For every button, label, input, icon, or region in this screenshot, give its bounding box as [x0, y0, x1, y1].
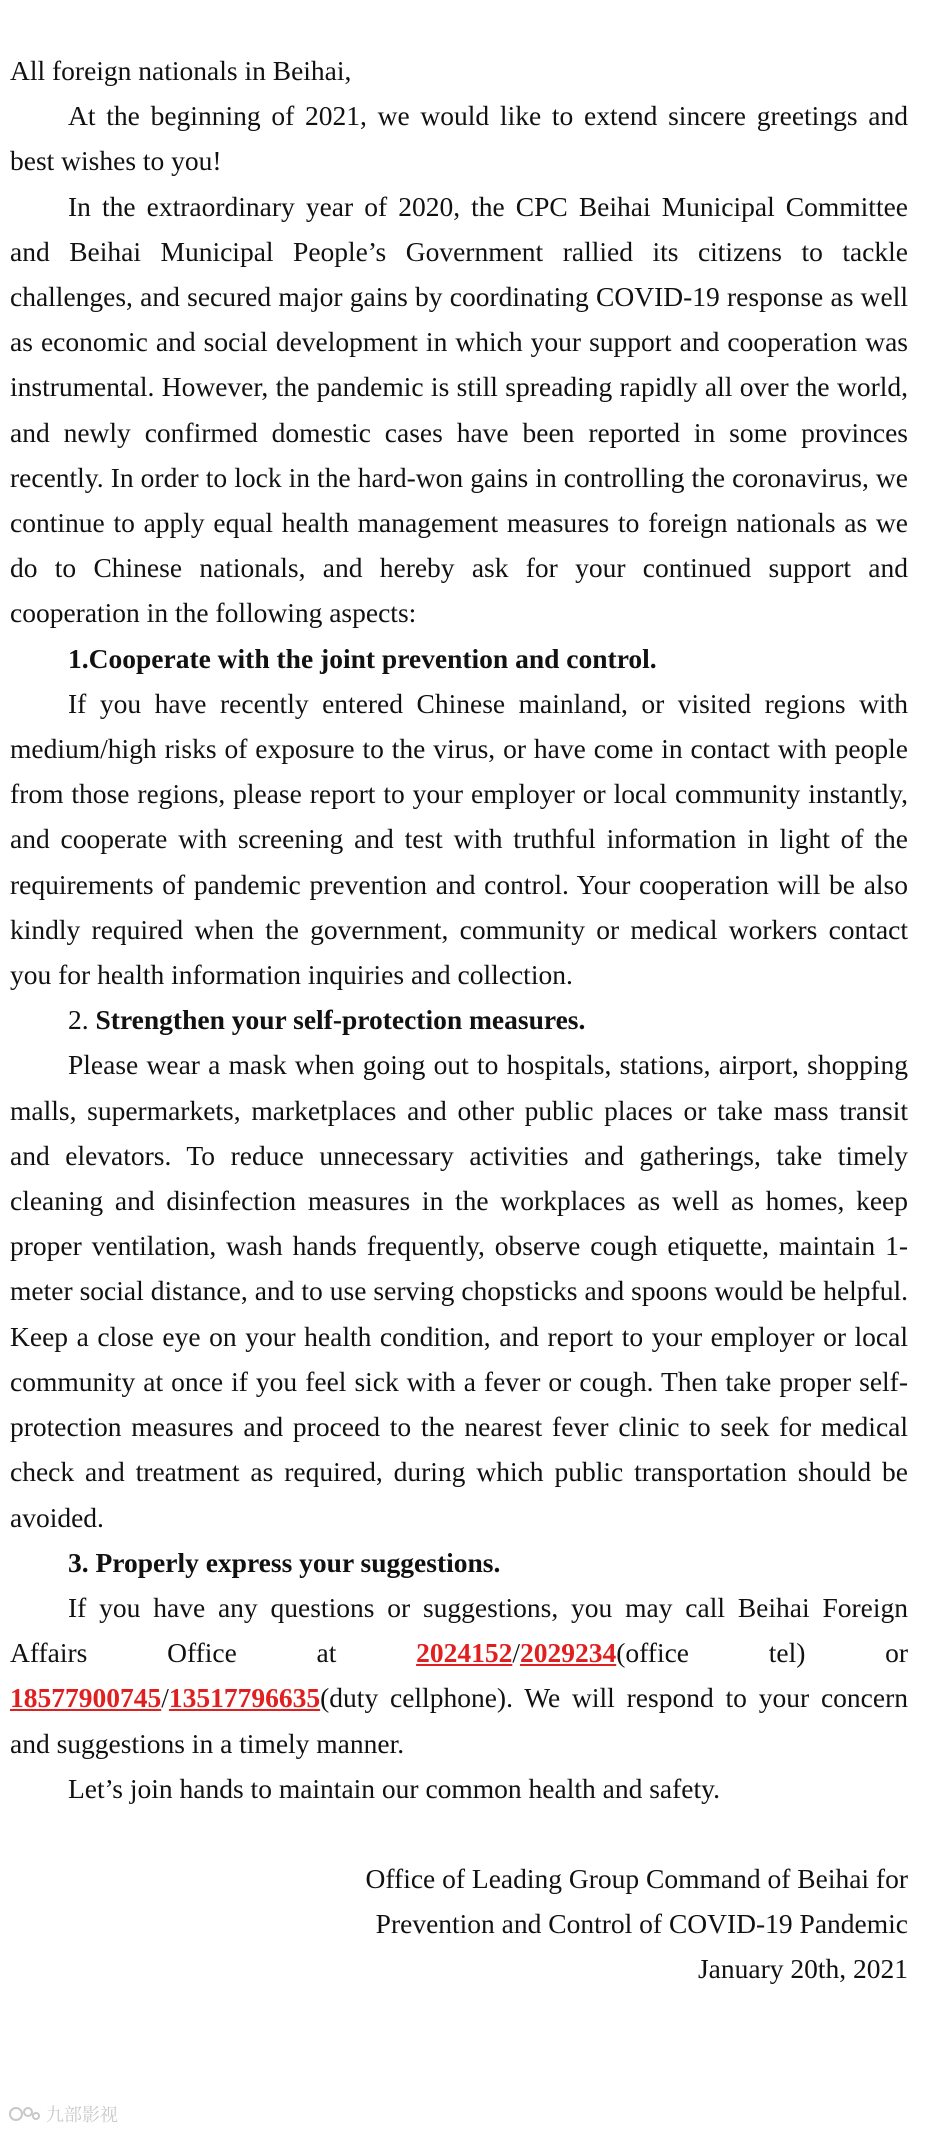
signature-line-1: Office of Leading Group Command of Beihai for [365, 1862, 908, 1894]
section-1-heading: 1.Cooperate with the joint prevention and control. [68, 642, 657, 674]
section-2-number: 2. [68, 1004, 89, 1036]
office-tel-1[interactable]: 2024152 [416, 1637, 513, 1669]
watermark-text: 九部影视 [46, 2105, 118, 2126]
signature-date: January 20th, 2021 [697, 1953, 908, 1985]
section-3-body [10, 1585, 908, 1766]
section-3-text-after: (duty cellphone). We will respond to your concern and suggestions in a timely manner. [10, 1682, 908, 1759]
section-1-body: If you have recently entered Chinese mainland, or visited regions with medium/high risks of exposure to the virus, or have come in contact with people from those regions, please report to your employer or local community instantly, and cooperate with screening and test with truthful information in light of the requirements of pandemic prevention and control. Your cooperation will be also kindly required when the government, community or medical workers contact you for health information inquiries and collection. [10, 687, 908, 991]
section-3-text-before: If you have any questions or suggestions, you may call Beihai Foreign Affairs Office at [10, 1591, 908, 1669]
salutation: All foreign nationals in Beihai, [10, 55, 352, 86]
office-tel-label: (office tel) or [616, 1637, 908, 1669]
signature-block [10, 1856, 908, 1992]
signature-line-2: Prevention and Control of COVID-19 Pandemic [375, 1908, 908, 1940]
section-2-body: Please wear a mask when going out to hospitals, stations, airport, shopping malls, supermarkets, marketplaces and other public places or take mass transit and elevators. To reduce unnecessary activities and gatherings, take timely cleaning and disinfection measures in the workplaces as well as homes, keep proper ventilation, wash hands frequently, observe cough etiquette, maintain 1-meter social distance, and to use serving chopsticks and spoons would be helpful. Keep a close eye on your health condition, and report to your employer or local community at once if you feel sick with a fever or cough. Then take proper self-protection measures and proceed to the nearest fever clinic to seek for medical check and treatment as required, during which public transportation should be avoided. [10, 1049, 908, 1533]
phone-separator: / [512, 1637, 520, 1669]
duty-cell-2[interactable]: 13517796635 [168, 1682, 321, 1714]
intro-paragraph: In the extraordinary year of 2020, the CPC Beihai Municipal Committee and Beihai Municipal People’s Government rallied its citizens to tackle challenges, and secured major gains by coordinating COVID-19 response as well as economic and social development in which your support and cooperation was instrumental. However, the pandemic is still spreading rapidly all over the world, and newly confirmed domestic cases have been reported in some provinces recently. In order to lock in the hard-won gains in controlling the coronavirus, we continue to apply equal health management measures to foreign nationals as we do to Chinese nationals, and hereby ask for your continued support and cooperation in the following aspects: [10, 190, 908, 629]
watermark [8, 2101, 118, 2127]
closing-paragraph: Let’s join hands to maintain our common health and safety. [68, 1772, 720, 1804]
duty-cell-1[interactable]: 18577900745 [10, 1682, 162, 1714]
section-2-title: Strengthen your self-protection measures. [95, 1004, 586, 1036]
letter-body [10, 48, 908, 1992]
phone-separator-2: / [161, 1682, 169, 1714]
watermark-logo-icon [8, 2104, 42, 2124]
section-3-heading: 3. Properly express your suggestions. [68, 1546, 501, 1578]
office-tel-2[interactable]: 2029234 [519, 1637, 617, 1669]
section-2-heading [10, 997, 908, 1042]
greeting-paragraph: At the beginning of 2021, we would like to extend sincere greetings and best wishes to you! [10, 100, 908, 177]
